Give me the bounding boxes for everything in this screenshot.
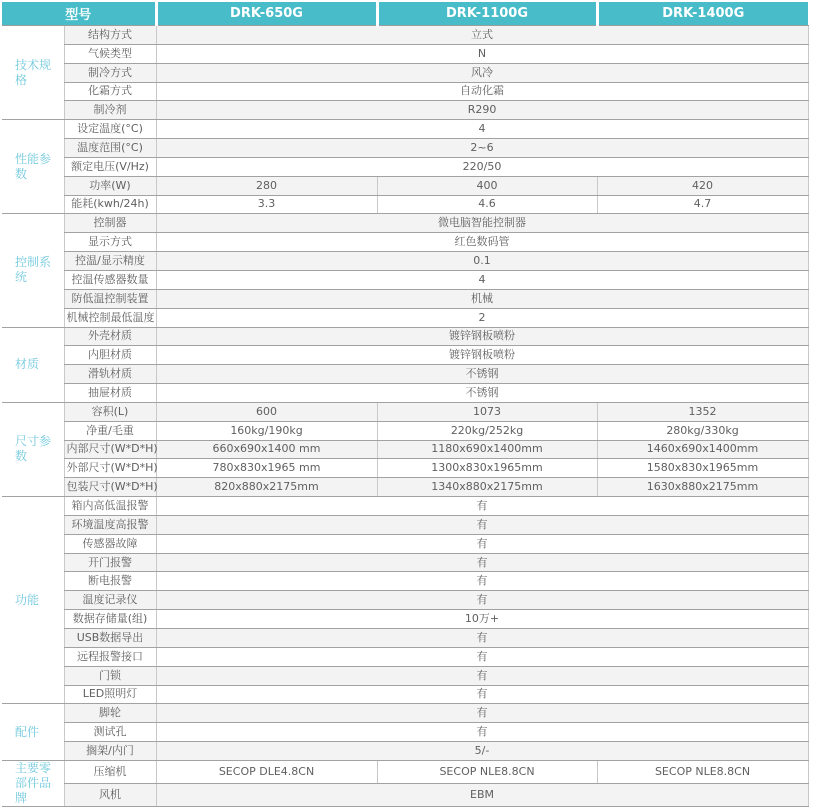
- spec-row: [2, 346, 808, 365]
- row-label-cell: 温度范围(°C): [64, 139, 156, 158]
- spec-row: [2, 26, 808, 45]
- value-cell-shared: 微电脑智能控制器: [156, 214, 808, 233]
- value-cell-shared: 镀锌钢板喷粉: [156, 327, 808, 346]
- spec-row: [2, 783, 808, 806]
- category-cell: 尺寸参数: [2, 402, 64, 496]
- row-label-cell: 抽屉材质: [64, 384, 156, 403]
- value-cell-shared: 有: [156, 534, 808, 553]
- model-column-drk-1100g: DRK-1100G: [377, 2, 597, 26]
- value-cell-model-1: 4.6: [377, 195, 597, 214]
- spec-row: [2, 647, 808, 666]
- spec-row: [2, 63, 808, 82]
- value-cell-shared: 机械: [156, 289, 808, 308]
- row-label-cell: 内部尺寸(W*D*H): [64, 440, 156, 459]
- row-label-cell: 容积(L): [64, 402, 156, 421]
- row-label-cell: 控温/显示精度: [64, 252, 156, 271]
- spec-row: [2, 120, 808, 139]
- value-cell-model-0: 3.3: [156, 195, 377, 214]
- spec-row: [2, 742, 808, 761]
- value-cell-shared: 2~6: [156, 139, 808, 158]
- value-cell-shared: 有: [156, 685, 808, 704]
- value-cell-shared: EBM: [156, 783, 808, 806]
- category-cell: 配件: [2, 704, 64, 761]
- value-cell-shared: 立式: [156, 26, 808, 45]
- row-label-cell: 传感器故障: [64, 534, 156, 553]
- value-cell-model-0: 660x690x1400 mm: [156, 440, 377, 459]
- row-label-cell: 脚轮: [64, 704, 156, 723]
- spec-row: [2, 252, 808, 271]
- spec-row: [2, 572, 808, 591]
- row-label-cell: 数据存储量(组): [64, 610, 156, 629]
- spec-row: [2, 176, 808, 195]
- value-cell-model-2: 1580x830x1965mm: [597, 459, 808, 478]
- value-cell-model-2: SECOP NLE8.8CN: [597, 760, 808, 783]
- row-label-cell: 门锁: [64, 666, 156, 685]
- spec-row: [2, 365, 808, 384]
- spec-row: [2, 440, 808, 459]
- value-cell-model-2: 1352: [597, 402, 808, 421]
- category-cell: 性能参数: [2, 120, 64, 214]
- spec-row: [2, 421, 808, 440]
- value-cell-shared: 0.1: [156, 252, 808, 271]
- value-cell-model-1: 1340x880x2175mm: [377, 478, 597, 497]
- value-cell-shared: N: [156, 44, 808, 63]
- row-label-cell: 断电报警: [64, 572, 156, 591]
- category-cell: 控制系统: [2, 214, 64, 327]
- row-label-cell: USB数据导出: [64, 629, 156, 648]
- value-cell-shared: 4: [156, 120, 808, 139]
- row-label-cell: 功率(W): [64, 176, 156, 195]
- value-cell-model-1: 1300x830x1965mm: [377, 459, 597, 478]
- spec-row: [2, 534, 808, 553]
- spec-row: [2, 723, 808, 742]
- row-label-cell: 制冷方式: [64, 63, 156, 82]
- value-cell-model-0: 600: [156, 402, 377, 421]
- value-cell-shared: 有: [156, 497, 808, 516]
- row-label-cell: 包装尺寸(W*D*H): [64, 478, 156, 497]
- row-label-cell: 结构方式: [64, 26, 156, 45]
- spec-table-body: [2, 26, 808, 807]
- value-cell-shared: 有: [156, 591, 808, 610]
- value-cell-model-0: 160kg/190kg: [156, 421, 377, 440]
- value-cell-model-0: SECOP DLE4.8CN: [156, 760, 377, 783]
- spec-row: [2, 685, 808, 704]
- spec-row: [2, 139, 808, 158]
- value-cell-shared: 有: [156, 647, 808, 666]
- row-label-cell: 化霜方式: [64, 82, 156, 101]
- value-cell-shared: 有: [156, 666, 808, 685]
- value-cell-shared: 有: [156, 572, 808, 591]
- row-label-cell: 温度记录仪: [64, 591, 156, 610]
- value-cell-model-2: 1460x690x1400mm: [597, 440, 808, 459]
- spec-row: [2, 101, 808, 120]
- value-cell-model-0: 780x830x1965 mm: [156, 459, 377, 478]
- row-label-cell: 机械控制最低温度: [64, 308, 156, 327]
- row-label-cell: 额定电压(V/Hz): [64, 157, 156, 176]
- category-cell: 功能: [2, 497, 64, 704]
- spec-row: [2, 402, 808, 421]
- row-label-cell: 箱内高低温报警: [64, 497, 156, 516]
- row-label-cell: 远程报警接口: [64, 647, 156, 666]
- row-label-cell: 能耗(kwh/24h): [64, 195, 156, 214]
- spec-row: [2, 327, 808, 346]
- spec-row: [2, 384, 808, 403]
- value-cell-shared: 220/50: [156, 157, 808, 176]
- row-label-cell: 开门报警: [64, 553, 156, 572]
- spec-row: [2, 289, 808, 308]
- row-label-cell: 控制器: [64, 214, 156, 233]
- row-label-cell: 风机: [64, 783, 156, 806]
- row-label-cell: 环境温度高报警: [64, 515, 156, 534]
- row-label-cell: 控温传感器数量: [64, 270, 156, 289]
- header-row: [2, 2, 808, 26]
- row-label-cell: 防低温控制装置: [64, 289, 156, 308]
- value-cell-model-1: 400: [377, 176, 597, 195]
- value-cell-shared: 风冷: [156, 63, 808, 82]
- value-cell-shared: 有: [156, 704, 808, 723]
- product-spec-table: [2, 2, 809, 807]
- value-cell-shared: 有: [156, 629, 808, 648]
- spec-row: [2, 195, 808, 214]
- value-cell-shared: R290: [156, 101, 808, 120]
- spec-row: [2, 157, 808, 176]
- spec-row: [2, 497, 808, 516]
- value-cell-model-1: 1180x690x1400mm: [377, 440, 597, 459]
- spec-row: [2, 214, 808, 233]
- spec-row: [2, 553, 808, 572]
- value-cell-model-2: 280kg/330kg: [597, 421, 808, 440]
- model-header-label: 型号: [2, 2, 156, 26]
- value-cell-shared: 自动化霜: [156, 82, 808, 101]
- spec-row: [2, 308, 808, 327]
- row-label-cell: 气候类型: [64, 44, 156, 63]
- product-spec-table-container: [2, 2, 808, 807]
- spec-row: [2, 515, 808, 534]
- value-cell-model-2: 4.7: [597, 195, 808, 214]
- row-label-cell: 外部尺寸(W*D*H): [64, 459, 156, 478]
- value-cell-shared: 4: [156, 270, 808, 289]
- value-cell-model-1: 220kg/252kg: [377, 421, 597, 440]
- row-label-cell: 设定温度(°C): [64, 120, 156, 139]
- row-label-cell: 显示方式: [64, 233, 156, 252]
- model-column-drk-650g: DRK-650G: [156, 2, 377, 26]
- value-cell-shared: 红色数码管: [156, 233, 808, 252]
- spec-row: [2, 44, 808, 63]
- value-cell-shared: 有: [156, 553, 808, 572]
- model-column-drk-1400g: DRK-1400G: [597, 2, 808, 26]
- value-cell-shared: 镀锌钢板喷粉: [156, 346, 808, 365]
- value-cell-shared: 10万+: [156, 610, 808, 629]
- value-cell-shared: 5/-: [156, 742, 808, 761]
- spec-row: [2, 270, 808, 289]
- row-label-cell: 搁架/内门: [64, 742, 156, 761]
- row-label-cell: 内胆材质: [64, 346, 156, 365]
- row-label-cell: 净重/毛重: [64, 421, 156, 440]
- value-cell-shared: 有: [156, 723, 808, 742]
- row-label-cell: 压缩机: [64, 760, 156, 783]
- spec-row: [2, 704, 808, 723]
- spec-row: [2, 591, 808, 610]
- value-cell-shared: 不锈钢: [156, 365, 808, 384]
- row-label-cell: 外壳材质: [64, 327, 156, 346]
- spec-row: [2, 478, 808, 497]
- value-cell-model-1: SECOP NLE8.8CN: [377, 760, 597, 783]
- row-label-cell: 制冷剂: [64, 101, 156, 120]
- value-cell-model-1: 1073: [377, 402, 597, 421]
- value-cell-model-0: 280: [156, 176, 377, 195]
- spec-row: [2, 629, 808, 648]
- row-label-cell: 滑轨材质: [64, 365, 156, 384]
- value-cell-shared: 不锈钢: [156, 384, 808, 403]
- value-cell-shared: 有: [156, 515, 808, 534]
- spec-row: [2, 82, 808, 101]
- spec-row: [2, 610, 808, 629]
- category-cell: 材质: [2, 327, 64, 402]
- spec-row: [2, 666, 808, 685]
- row-label-cell: 测试孔: [64, 723, 156, 742]
- spec-row: [2, 233, 808, 252]
- value-cell-model-2: 1630x880x2175mm: [597, 478, 808, 497]
- spec-row: [2, 760, 808, 783]
- spec-table-header: [2, 2, 808, 26]
- row-label-cell: LED照明灯: [64, 685, 156, 704]
- value-cell-model-0: 820x880x2175mm: [156, 478, 377, 497]
- category-cell: 主要零部件品牌: [2, 760, 64, 806]
- category-cell: 技术规格: [2, 26, 64, 120]
- value-cell-shared: 2: [156, 308, 808, 327]
- value-cell-model-2: 420: [597, 176, 808, 195]
- spec-row: [2, 459, 808, 478]
